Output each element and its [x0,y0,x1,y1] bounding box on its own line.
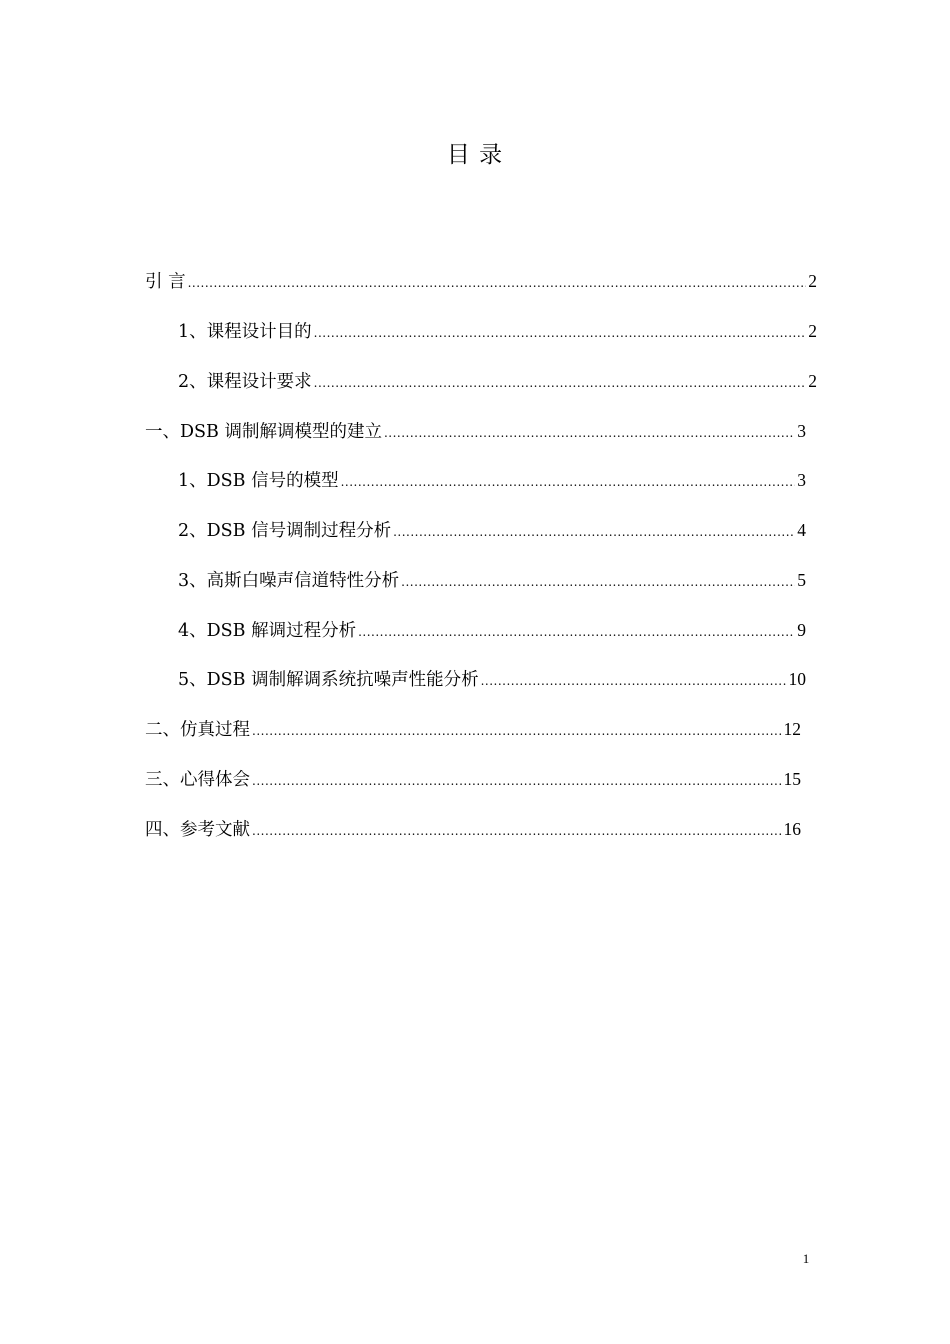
toc-leader-dots [314,318,807,348]
toc-entry[interactable] [178,615,806,645]
toc-entry-label: 3、高斯白噪声信道特性分析 [178,571,400,591]
toc-leader-dots [393,517,795,547]
toc-entry-label: 一、DSB 调制解调模型的建立 [145,422,382,442]
toc-entry[interactable] [145,416,806,446]
toc-entry-page: 2 [808,271,817,291]
toc-leader-dots [314,368,807,398]
toc-entry-page: 9 [797,620,806,640]
toc-entry[interactable] [145,814,801,844]
toc-entry[interactable] [178,664,806,694]
toc-leader-dots [188,268,807,298]
toc-entry-label: 4、DSB 解调过程分析 [178,621,357,641]
toc-entry-page: 12 [783,719,801,739]
toc-entry-label: 四、参考文献 [145,820,250,840]
toc-entry-label: 1、DSB 信号的模型 [178,471,339,491]
toc-entry-page: 10 [788,669,806,689]
toc-entry[interactable] [145,714,801,744]
toc-leader-dots [401,567,795,597]
toc-leader-dots [252,816,782,846]
toc-leader-dots [481,666,787,696]
toc-entry-page: 2 [808,321,817,341]
toc-leader-dots [358,617,795,647]
toc-entry-label: 2、课程设计要求 [178,372,312,392]
toc-entry[interactable] [178,316,817,346]
toc-entry[interactable] [178,565,806,595]
toc-entry[interactable] [178,465,806,495]
page-number: 1 [802,1251,810,1266]
toc-entry-page: 3 [797,421,806,441]
toc-entry-page: 15 [783,769,801,789]
toc-entry[interactable] [178,515,806,545]
toc-entry-label: 2、DSB 信号调制过程分析 [178,521,392,541]
toc-entry-page: 3 [797,470,806,490]
toc-leader-dots [384,418,795,448]
page-title: 目 录 [446,142,504,168]
toc-leader-dots [252,716,782,746]
toc-entry-label: 5、DSB 调制解调系统抗噪声性能分析 [178,670,479,690]
toc-entry-page: 16 [783,819,801,839]
toc-entry-page: 5 [797,570,806,590]
toc-entry-page: 4 [797,520,806,540]
toc-entry-page: 2 [808,371,817,391]
toc-entry-label: 二、仿真过程 [145,720,250,740]
toc-entry[interactable] [145,266,817,296]
toc-leader-dots [341,467,796,497]
toc-entry[interactable] [145,764,801,794]
toc-entry-label: 三、心得体会 [145,770,250,790]
toc-entry-label: 1、课程设计目的 [178,322,312,342]
toc-entry-label: 引 言 [145,272,186,292]
toc-entry[interactable] [178,366,817,396]
toc-leader-dots [252,766,782,796]
